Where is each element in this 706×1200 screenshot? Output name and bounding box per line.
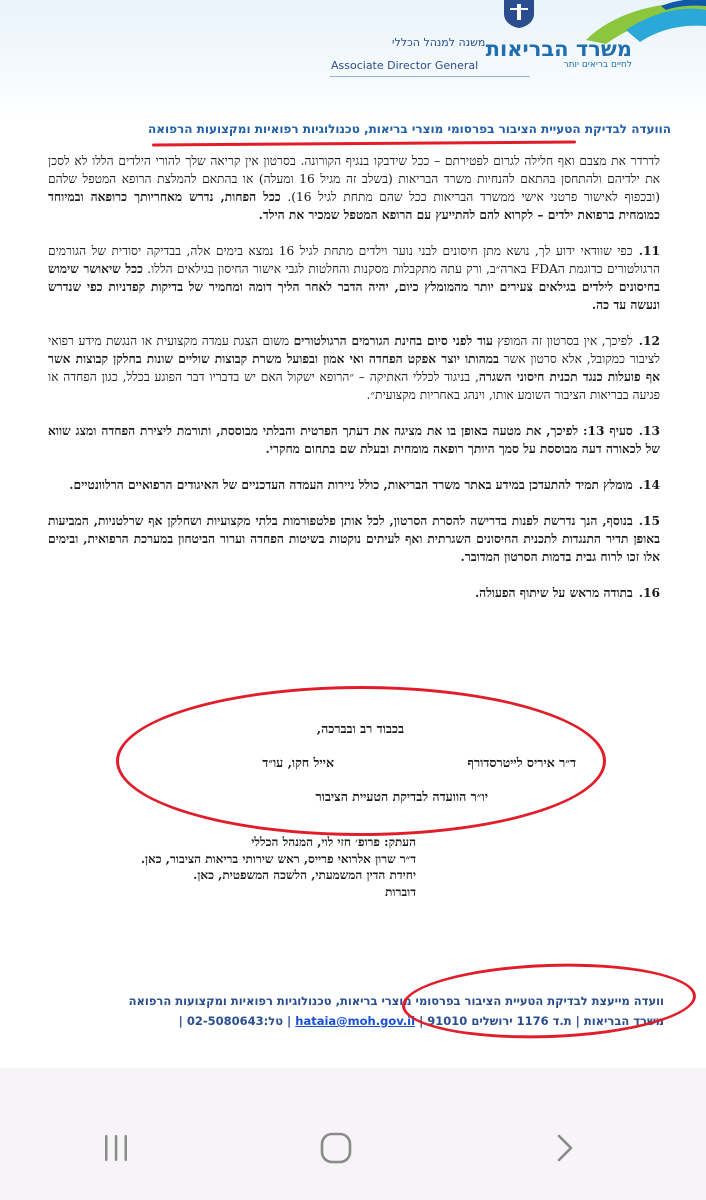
cc-line: ד״ר שרון אלרואי פרייס, ראש שירותי בריאות הציבור, כאן.	[140, 851, 416, 866]
paragraph-number: 13.	[638, 424, 660, 438]
paragraph-14	[48, 476, 660, 494]
text-run: לפיכך, אין בסרטון זה המופץ	[492, 334, 633, 348]
paragraph-16	[48, 584, 660, 602]
red-annotation-circle-footer	[401, 959, 697, 1043]
paragraph-text: סעיף 13: לפיכך, את מטעה באופן בו את מציגה את דעתך הפרטית והבלתי מבוססת, ותורמת ליצירת הפחדה ומצג שווא של לכאורה דעה מבוססת על סמך היותך רופאה מומחית ובעלת שם בתחום מחקרי.	[48, 424, 660, 456]
signature-name-attorney: אייל חקו, עו״ד	[262, 755, 334, 770]
recents-button[interactable]	[96, 1128, 136, 1168]
text-run: , בניגוד לכללי האתיקה – ״הרופא ישקול האם יש בדבריו דבר הפוגע בכלל, כגון הפחדה או פגיעה בבריאות הציבור השומע אותו, וינהג באחריות מקצועית״.	[48, 370, 660, 402]
cc-line: יחידת הדין המשמעתי, הלשכה המשפטית, כאן.	[193, 868, 416, 882]
paragraph-13	[48, 422, 660, 458]
signature-role: יו״ר הוועדה לבדיקת הטעיית הציבור	[315, 789, 488, 804]
home-button[interactable]	[316, 1128, 356, 1168]
text-run: ככל הפחות, נדרש מאחריותך כרופאה ובמיוחד כמומחית ברפואת ילדים – לקרוא להם להתייעץ עם הרופא המטפל שמכיר את הילד.	[48, 190, 660, 222]
paragraph-12	[48, 332, 660, 404]
text-run: ככל שיאושר שימוש בחיסונים לילדים בגילאים צעירים יותר מהמומלץ כיום, יהיה הדבר לאחר הליך דומה ומחמיר של בדיקות קפדניות כפי שנדרש ונעשה עד כה.	[48, 262, 660, 312]
paragraph-11	[48, 242, 660, 314]
text-run: במהותו יוצר אפקט הפחדה ואי אמון ובפועל משרת קבוצות שוליים שונות בחלקן קבוצות אשר אף פועלות כנגד תכנית חיסוני השגרה	[48, 352, 660, 384]
paragraph-text: בנוסף, הנך נדרשת לפנות בדרישה להסרת הסרטון, לכל אותן פלטפורמות בלתי מקצועיות ושחלקן אף שרלטניות, המביעות באופן תדיר התנגדות לתכנית החיסונים השגרתית ואף לעיתים נוקטות בשיטות הפחדה וערור הביטחון במערכת הרפואית, ובימים אלו זכו לרוח גבית בדמות הסרטון המדובר.	[48, 514, 660, 564]
paragraph-intro	[48, 152, 660, 224]
header-divider	[330, 76, 530, 77]
back-button[interactable]	[544, 1128, 584, 1168]
paragraph-number: 16.	[638, 586, 660, 600]
footer-phone: | טל:02-5080643 |	[178, 1014, 292, 1028]
cc-line: דוברות	[385, 884, 416, 899]
footer-address: משרד הבריאות | ת.ד 1176 ירושלים 91010 |	[419, 1014, 664, 1028]
paragraph-15	[48, 512, 660, 566]
paragraph-text: בתודה מראש על שיתוף הפעולה.	[474, 586, 633, 600]
footer-email-link[interactable]: hataia@moh.gov.il	[295, 1014, 416, 1028]
paragraph-number: 14.	[638, 478, 660, 492]
committee-title: הוועדה לבדיקת הטעיית הציבור בפרסומי מוצרי בריאות, טכנולוגיות רפואיות ומקצועות הרפואה	[148, 122, 671, 136]
ministry-tagline: לחיים בריאים יותר	[563, 60, 632, 70]
red-annotation-underline	[152, 141, 576, 147]
back-icon	[549, 1130, 579, 1166]
associate-title-english: Associate Director General	[331, 59, 479, 72]
cc-line: העתק: פרופ׳ חזי לוי, המנהל הכללי	[251, 835, 416, 849]
paragraph-number: 11.	[638, 244, 660, 258]
ministry-name: משרד הבריאות	[485, 37, 632, 61]
text-run: לדרדר את מצבם ואף חלילה לגרום לפטירתם – ככל שידבקו בנגיף הקורונה. בסרטון אין קריאה שלך להורי הילדים הללו לא לסכן את ילדיהם ולהתחסן בהתאם להנחיות משרד הבריאות (בשלב זה מגיל 16 ומעלה) או בהתאם להמלצת הרופא המטפל שלהם (ובכפוף לאישור פרטני אישי ממשרד הבריאות ככל שהם מתחת לגיל 16).	[48, 154, 660, 204]
home-icon	[318, 1130, 354, 1166]
recents-icon	[99, 1131, 133, 1165]
state-emblem-icon	[496, 0, 542, 28]
text-run: כפי שוודאי ידוע לך, נושא מתן חיסונים לבני נוער וילדים מתחת לגיל 16 נמצא בימים אלה, בבדיקה יסודית של הגורמים הרגולטורים כדוגמת הFDA בארה״ב, ורק עתה מתקבלות מסקנות והחלטות לגבי אישור החיסון בגילאים הללו.	[48, 244, 661, 276]
ministry-logo	[486, 38, 632, 70]
text-run: משום הצגת עמדה מקצועית או הנגשת מידע רפואי לציבור כמקובל, אלא סרטון אשר	[48, 334, 660, 366]
letter-body	[48, 152, 660, 620]
text-run: עוד לפני סיום בחינת הגורמים הרגולטורים	[293, 334, 493, 348]
red-annotation-circle-signature	[116, 686, 606, 836]
paragraph-number: 12.	[638, 334, 661, 348]
paragraph-number: 15.	[638, 514, 660, 528]
cc-list	[141, 834, 416, 900]
signature-name-chair: ד״ר איריס לייטרסדורף	[467, 755, 576, 770]
paragraph-text: מומלץ תמיד להתעדכן במידע באתר משרד הבריאות, כולל ניירות העמדה העדכניים של האיגודים הרפואיים הרלוונטיים.	[69, 478, 633, 492]
footer-committee: וועדה מייעצת לבדיקת הטעיית הציבור בפרסומי מוצרי בריאות, טכנולוגיות רפואיות ומקצועות הרפואה	[128, 994, 664, 1008]
signature-closing: בכבוד רב ובברכה,	[316, 721, 404, 736]
associate-title-hebrew: משנה למנהל הכללי	[392, 36, 486, 49]
